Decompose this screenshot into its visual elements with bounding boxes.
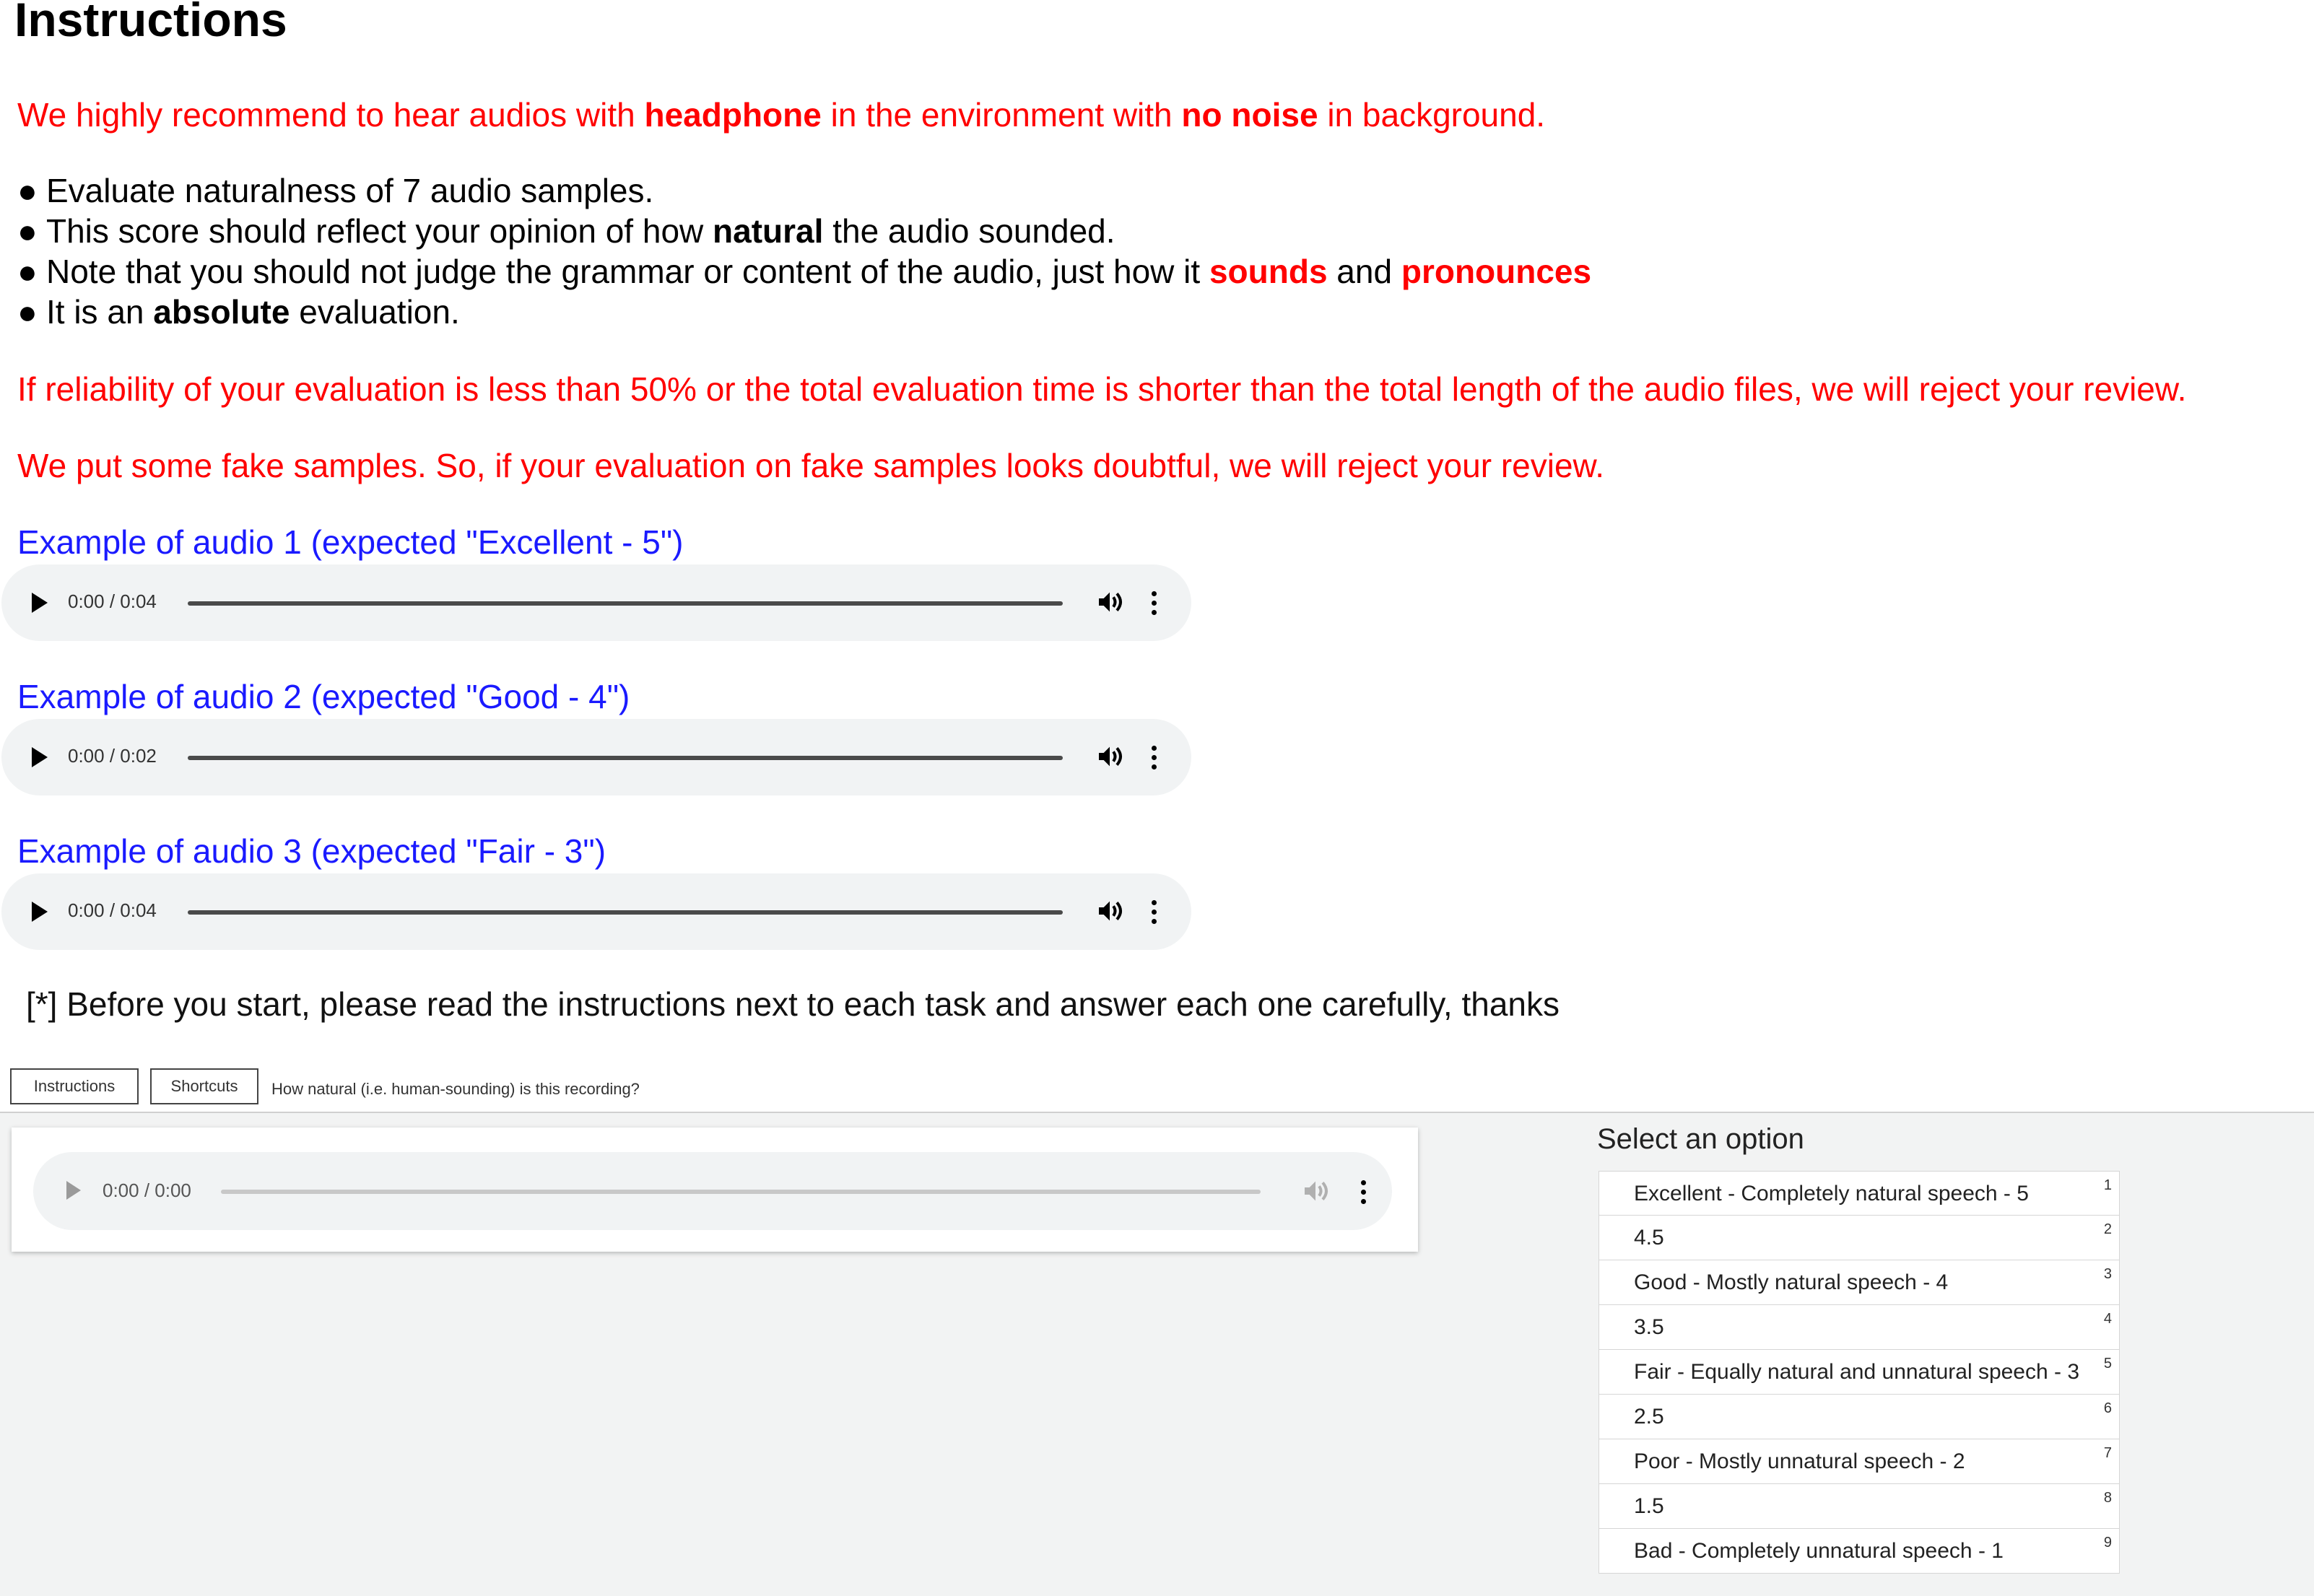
recommend-part: We highly recommend to hear audios with [17,96,645,134]
example-audio-2-player[interactable] [1,719,1191,795]
recommend-text [17,97,1545,134]
task-panel [0,1112,2314,1596]
option-shortcut-key: 5 [2103,1356,2112,1372]
example-audio-1-player[interactable] [1,564,1191,641]
option-item[interactable] [1599,1484,2120,1529]
bullet-item: ● Note that you should not judge the grammar or content of the audio, just how it sounds and pronounces [17,253,1592,290]
example-audio-3-player[interactable] [1,873,1191,950]
audio-time: 0:00 / 0:00 [103,1179,191,1201]
option-shortcut-key: 9 [2103,1535,2112,1551]
audio-time: 0:00 / 0:04 [68,590,157,612]
recommend-part: in background. [1318,96,1546,134]
option-label: 1.5 [1634,1494,1664,1518]
more-options-icon[interactable] [1149,589,1158,618]
more-options-icon[interactable] [1149,898,1158,927]
option-label: 3.5 [1634,1315,1664,1339]
option-label: Poor - Mostly unnatural speech - 2 [1634,1449,1965,1473]
recommend-part: in the environment with [821,96,1182,134]
option-label: Excellent - Completely natural speech - 5 [1634,1182,2029,1205]
recommend-no-noise: no noise [1181,96,1318,134]
option-item[interactable] [1599,1350,2120,1395]
instruction-bullets [17,170,1591,332]
option-item[interactable] [1599,1216,2120,1260]
instructions-button[interactable]: Instructions [10,1068,139,1104]
option-label: Bad - Completely unnatural speech - 1 [1634,1539,2004,1563]
example-audio-1-label: Example of audio 1 (expected "Excellent - 5") [17,523,684,561]
option-item[interactable] [1599,1529,2120,1574]
reliability-warning: If reliability of your evaluation is less than 50% or the total evaluation time is shorter than the total length of the audio files, we will reject your review. [17,370,2187,408]
task-question: How natural (i.e. human-sounding) is this recording? [271,1080,640,1098]
play-icon[interactable] [32,902,48,922]
recommend-headphone: headphone [644,96,822,134]
volume-icon[interactable] [1095,897,1125,925]
page-title: Instructions [14,0,287,46]
volume-icon[interactable] [1095,588,1125,616]
shortcuts-button[interactable]: Shortcuts [150,1068,258,1104]
option-label: Good - Mostly natural speech - 4 [1634,1270,1949,1294]
option-shortcut-key: 7 [2103,1445,2112,1461]
option-shortcut-key: 6 [2103,1400,2112,1416]
option-list [1599,1171,2120,1574]
audio-progress-track[interactable] [221,1190,1261,1194]
option-label: Fair - Equally natural and unnatural speech - 3 [1634,1360,2080,1384]
task-audio-player[interactable] [33,1152,1392,1230]
example-audio-2-label: Example of audio 2 (expected "Good - 4") [17,678,630,715]
audio-progress-track[interactable] [188,910,1063,915]
play-icon[interactable] [32,593,48,613]
option-item[interactable] [1599,1395,2120,1439]
task-audio-card [12,1128,1418,1252]
option-shortcut-key: 8 [2103,1490,2112,1506]
option-item[interactable] [1599,1305,2120,1350]
option-item[interactable] [1599,1439,2120,1484]
volume-icon[interactable] [1301,1177,1330,1205]
option-shortcut-key: 3 [2103,1266,2112,1282]
bullet-item: ● Evaluate naturalness of 7 audio samples. [17,172,654,209]
bullet-item: ● It is an absolute evaluation. [17,293,460,331]
volume-icon[interactable] [1095,742,1125,771]
select-option-title: Select an option [1597,1123,1804,1155]
bullet-item: ● This score should reflect your opinion of how natural the audio sounded. [17,212,1115,250]
option-shortcut-key: 2 [2103,1221,2112,1237]
option-item[interactable] [1599,1171,2120,1216]
example-audio-3-label: Example of audio 3 (expected "Fair - 3") [17,832,606,870]
audio-progress-track[interactable] [188,601,1063,606]
option-label: 4.5 [1634,1226,1664,1250]
option-label: 2.5 [1634,1405,1664,1429]
more-options-icon[interactable] [1359,1178,1367,1207]
audio-progress-track[interactable] [188,756,1063,760]
audio-time: 0:00 / 0:02 [68,745,157,767]
audio-time: 0:00 / 0:04 [68,899,157,921]
play-icon[interactable] [66,1181,81,1200]
more-options-icon[interactable] [1149,744,1158,772]
option-shortcut-key: 1 [2103,1177,2112,1193]
start-note: [*] Before you start, please read the instructions next to each task and answer each one carefully, thanks [26,985,1560,1023]
option-item[interactable] [1599,1260,2120,1305]
option-shortcut-key: 4 [2103,1311,2112,1327]
fake-samples-warning: We put some fake samples. So, if your evaluation on fake samples looks doubtful, we will reject your review. [17,447,1604,484]
play-icon[interactable] [32,747,48,767]
